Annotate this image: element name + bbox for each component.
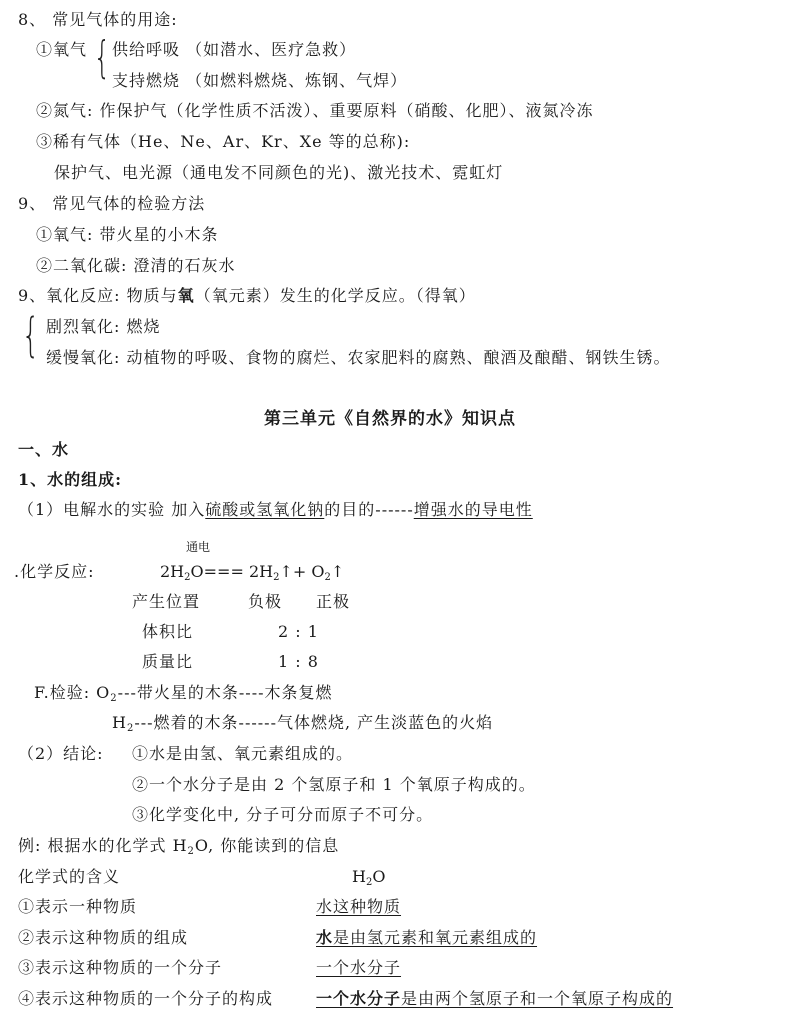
rare-gas-use: 保护气、电光源（通电发不同颜色的光)、激光技术、霓虹灯: [54, 163, 504, 182]
test-label: F.检验: O: [34, 683, 111, 702]
conclusion-1: ①水是由氢、氧元素组成的。: [132, 744, 354, 763]
h2-label: H: [112, 713, 127, 732]
section8-heading: 8、 常见气体的用途:: [18, 10, 178, 29]
electrolysis-additive: 硫酸或氢氧化钠: [205, 500, 325, 519]
h2-test-line: $H_2---$燃着的木条------气体燃烧, 产生淡蓝色的火焰: [112, 713, 494, 734]
meaning-formula: $H_2O$: [352, 867, 386, 888]
reaction-condition: 通电: [186, 540, 211, 554]
oxygen-use-combustion: 支持燃烧 （如燃料燃烧、炼钢、气焊）: [112, 71, 408, 90]
section9-test-heading: 9、 常见气体的检验方法: [18, 194, 206, 213]
oxygen-label: ①氧气: [36, 40, 88, 59]
conclusion-2: ②一个水分子是由 2 个氢原子和 1 个氧原子构成的。: [132, 775, 536, 794]
conclusion-3: ③化学变化中, 分子可分而原子不可分。: [132, 805, 434, 824]
electrolysis-mid: 的目的------: [324, 500, 414, 519]
meaning-4-label: ④表示这种物质的一个分子的构成: [18, 989, 274, 1008]
electrolysis-pre: （1）电解水的实验 加入: [18, 500, 206, 519]
rare-gas-heading: ③稀有气体（He、Ne、Ar、Kr、Xe 等的总称):: [36, 132, 411, 151]
oxidation-heading-bold: 氧: [177, 286, 195, 305]
meaning-1-answer: [316, 897, 401, 917]
oxygen-use-breathing: 供给呼吸 （如潜水、医疗急救）: [112, 40, 357, 59]
row-mass-label: 质量比: [142, 652, 194, 671]
formula-o: O: [372, 867, 386, 886]
table-header-positive: 正极: [316, 592, 351, 611]
eq-sub: 2: [273, 572, 280, 583]
reaction-label: .化学反应:: [14, 562, 95, 581]
example-line: 例: 根据水的化学式 $H_2O$, 你能读到的信息: [18, 836, 340, 857]
fast-oxidation: 剧烈氧化: 燃烧: [46, 317, 161, 336]
oxidation-heading-pre: 9、氧化反应: 物质与: [18, 286, 178, 305]
conclusion-label: （2）结论:: [18, 744, 104, 763]
formula-h: H: [352, 867, 366, 886]
eq-part: O=== 2H: [190, 562, 274, 581]
co2-test: ②二氧化碳: 澄清的石灰水: [36, 256, 236, 275]
eq-part: 2H: [160, 562, 185, 581]
unit3-title: 第三单元《自然界的水》知识点: [264, 409, 516, 429]
electrolysis-line: [18, 500, 533, 520]
meaning-2-answer-bold: 水: [316, 928, 334, 947]
meaning-4-answer-text: 是由两个氢原子和一个氧原子构成的: [401, 989, 674, 1008]
eq-sub: 2: [324, 572, 331, 583]
meaning-3-label: ③表示这种物质的一个分子: [18, 958, 223, 977]
example-post: O, 你能读到的信息: [194, 836, 340, 855]
example-pre: 例: 根据水的化学式 H: [18, 836, 188, 855]
meaning-1-answer-text: 水这种物质: [316, 897, 402, 916]
table-header-position: 产生位置: [132, 592, 201, 611]
nitrogen-use: ②氮气: 作保护气（化学性质不活泼）、重要原料（硝酸、化肥）、液氮冷冻: [36, 101, 594, 120]
reaction-equation: [160, 562, 344, 582]
meaning-1-label: ①表示一种物质: [18, 897, 138, 916]
meaning-4-answer: [316, 989, 673, 1009]
oxygen-test: ①氧气: 带火星的小木条: [36, 225, 219, 244]
slow-oxidation: 缓慢氧化: 动植物的呼吸、食物的腐烂、农家肥料的腐熟、酿酒及酿醋、钢铁生锈。: [46, 348, 671, 367]
row-volume-label: 体积比: [142, 622, 194, 641]
eq-part: ↑: [330, 562, 345, 581]
oxidation-heading-post: （氧元素）发生的化学反应。（得氧）: [194, 286, 476, 305]
part1-heading: 一、水: [18, 440, 70, 459]
left-brace-icon: {: [93, 32, 111, 83]
meaning-2-answer: [316, 928, 537, 948]
table-header-negative: 负极: [248, 592, 283, 611]
o2-test-text: ---带火星的木条----木条复燃: [117, 683, 333, 702]
left-brace-icon: {: [21, 308, 40, 362]
meaning-2-answer-text: 是由氢元素和氧元素组成的: [333, 928, 538, 947]
oxidation-heading: [18, 286, 476, 306]
row-volume-value: 2 : 1: [278, 622, 319, 641]
eq-part: ↑+ O: [279, 562, 325, 581]
eq-sub: 2: [184, 572, 191, 583]
meaning-header: 化学式的含义: [18, 867, 121, 886]
meaning-2-label: ②表示这种物质的组成: [18, 928, 189, 947]
meaning-4-answer-bold: 一个水分子: [316, 989, 402, 1008]
meaning-3-answer: [316, 958, 401, 978]
electrolysis-purpose: 增强水的导电性: [413, 500, 533, 519]
o2-test-line: F.检验: $O_2---$带火星的木条----木条复燃: [34, 683, 333, 704]
meaning-3-answer-text: 一个水分子: [316, 958, 402, 977]
row-mass-value: 1 : 8: [278, 652, 319, 671]
water-composition-heading: 1、水的组成:: [18, 470, 123, 489]
h2-test-text: ---燃着的木条------气体燃烧, 产生淡蓝色的火焰: [134, 713, 494, 732]
